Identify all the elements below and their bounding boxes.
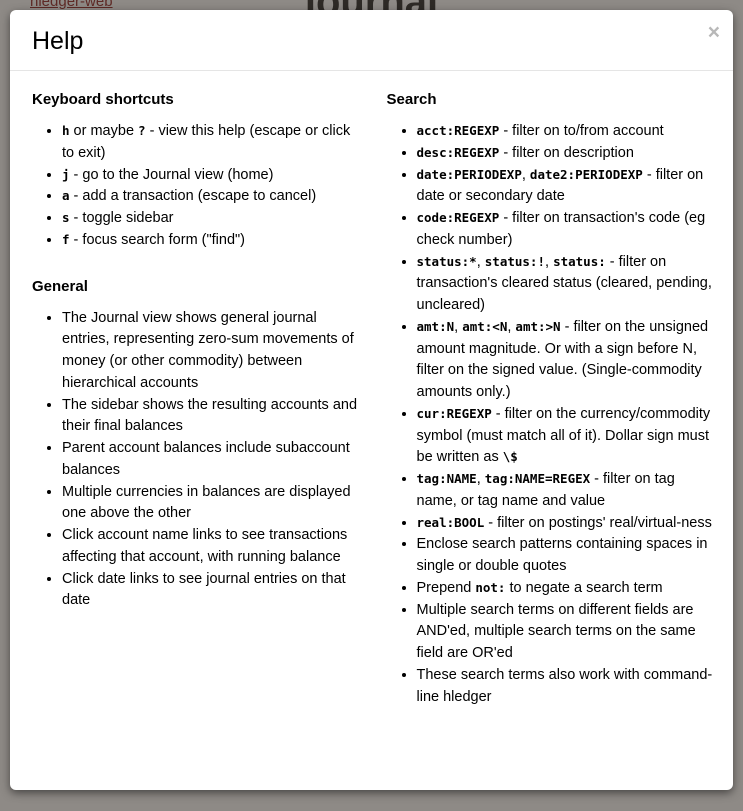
help-item: • h or maybe ? - view this help (escape or click to exit): [62, 121, 359, 165]
right-column: [387, 91, 714, 780]
inline-code: f: [62, 231, 70, 247]
section-heading: General: [32, 277, 88, 295]
inline-code: desc:REGEXP: [416, 144, 500, 160]
inline-code: status:: [553, 253, 606, 269]
help-item: • Prepend not: to negate a search term: [417, 578, 714, 600]
inline-code: status:!: [484, 253, 545, 269]
inline-code: date2:PERIODEXP: [529, 166, 643, 182]
inline-code: not:: [475, 579, 506, 595]
help-item: • f - focus search form ("find"): [62, 230, 359, 252]
modal-title: Help: [32, 27, 84, 55]
inline-code: tag:NAME=REGEX: [484, 471, 591, 486]
inline-code: j: [62, 166, 70, 182]
help-section: [32, 278, 359, 613]
inline-code: acct:REGEXP: [416, 123, 500, 138]
help-item: • Enclose search patterns containing spaces in single or double quotes: [417, 534, 714, 578]
section-heading: Keyboard shortcuts: [32, 91, 174, 108]
inline-code: real:BOOL: [416, 514, 485, 530]
help-item: • Click account name links to see transactions affecting that account, with running balance: [62, 525, 359, 569]
inline-code: amt:<N: [462, 318, 508, 334]
help-item: • Multiple currencies in balances are displayed one above the other: [62, 482, 359, 526]
inline-code: status:*: [416, 253, 477, 269]
modal-body: [10, 71, 733, 790]
help-item: • Click date links to see journal entries on that date: [62, 569, 359, 613]
left-column: [32, 91, 359, 780]
inline-code: h: [62, 123, 70, 138]
help-item: • tag:NAME, tag:NAME=REGEX - filter on tag name, or tag name and value: [417, 469, 714, 513]
help-list: [32, 308, 359, 613]
help-item: • acct:REGEXP - filter on to/from account: [417, 121, 714, 143]
help-item: • The Journal view shows general journal entries, representing zero-sum movements of money (or other commodity) between hierarchical accounts: [62, 308, 359, 395]
help-item: • Multiple search terms on different fields are AND'ed, multiple search terms on the same field are OR'ed: [417, 600, 714, 665]
help-item: • amt:N, amt:<N, amt:>N - filter on the unsigned amount magnitude. Or with a sign before N, filter on the signed value. (Single-commodity amounts only.): [417, 317, 714, 404]
close-icon[interactable]: ×: [707, 21, 720, 44]
inline-code: ?: [138, 123, 146, 138]
help-item: • status:*, status:!, status: - filter on transaction's cleared status (cleared, pending, uncleared): [417, 252, 714, 317]
inline-code: tag:NAME: [416, 471, 477, 486]
inline-code: date:PERIODEXP: [416, 166, 522, 182]
help-list: [387, 121, 714, 708]
help-section: [32, 91, 359, 252]
help-list: [32, 121, 359, 252]
help-modal: [10, 10, 733, 790]
help-item: • cur:REGEXP - filter on the currency/commodity symbol (must match all of it). Dollar sign must be written as \$: [417, 404, 714, 469]
section-heading: Search: [386, 91, 437, 108]
inline-code: s: [62, 210, 70, 225]
inline-code: a: [62, 188, 70, 204]
help-item: • s - toggle sidebar: [62, 208, 359, 230]
help-item: • Parent account balances include subaccount balances: [62, 438, 359, 482]
help-item: • date:PERIODEXP, date2:PERIODEXP - filter on date or secondary date: [417, 165, 714, 209]
inline-code: amt:N: [416, 318, 455, 334]
help-item: • j - go to the Journal view (home): [62, 165, 359, 187]
help-item: • These search terms also work with command-line hledger: [417, 665, 714, 709]
help-section: [387, 91, 714, 708]
help-item: • real:BOOL - filter on postings' real/virtual-ness: [417, 513, 714, 535]
inline-code: code:REGEXP: [416, 210, 500, 225]
inline-code: \$: [502, 449, 518, 465]
help-item: • a - add a transaction (escape to cancel): [62, 186, 359, 208]
inline-code: amt:>N: [515, 318, 561, 334]
help-item: • code:REGEXP - filter on transaction's code (eg check number): [417, 208, 714, 252]
modal-header: [10, 10, 733, 71]
help-item: • The sidebar shows the resulting accounts and their final balances: [62, 395, 359, 439]
help-item: • desc:REGEXP - filter on description: [417, 143, 714, 165]
inline-code: cur:REGEXP: [416, 405, 492, 421]
